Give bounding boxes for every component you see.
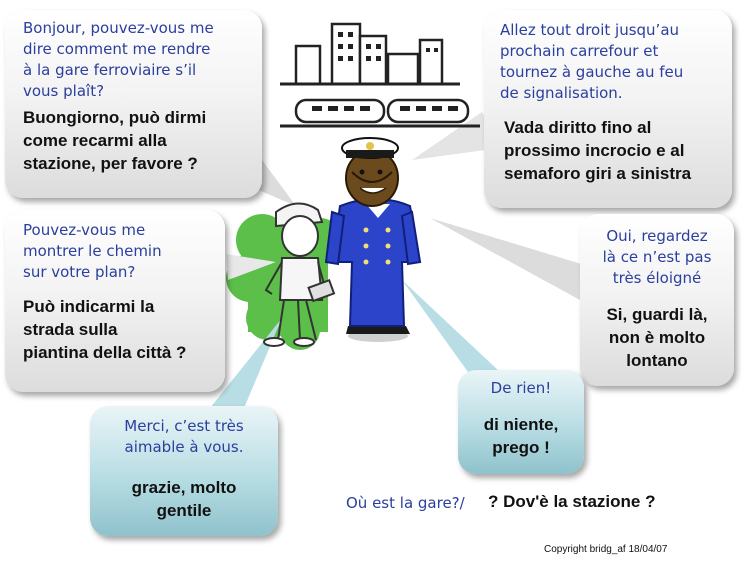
officer-figure xyxy=(326,138,420,342)
bubble-italian-text: Buongiorno, può dirmi come recarmi alla stazione, per favore ? xyxy=(23,108,207,173)
bubble-french-text: De rien! xyxy=(490,379,552,397)
bubble-french-text: Bonjour, pouvez-vous me dire comment me rendre à la gare ferroviaire s’il vous plaît? xyxy=(23,19,214,100)
bubble-italian-text: Si, guardi là, non è molto lontano xyxy=(606,305,708,370)
copyright-text: Copyright bridg_af 18/04/07 xyxy=(544,544,668,555)
speech-bubble-mid-right xyxy=(580,214,734,386)
footer-question-french: Où est la gare?/ xyxy=(346,494,465,512)
footer-question-italian: ? Dov'è la stazione ? xyxy=(488,492,656,511)
bubble-italian-text: Vada diritto fino al prossimo incrocio e al semaforo giri a sinistra xyxy=(504,118,692,183)
speech-bubble-top-left xyxy=(5,10,262,198)
train xyxy=(280,100,480,126)
speech-bubble-mid-left xyxy=(5,210,225,392)
bubble-french-text: Oui, regardez là ce n’est pas très éloigné xyxy=(602,227,712,287)
speech-bubble-bottom-left xyxy=(90,406,278,536)
speech-bubble-bottom-mid xyxy=(458,370,584,474)
city-buildings xyxy=(280,24,460,84)
bubble-french-text: Allez tout droit jusqu’au prochain carrefour et tournez à gauche au feu de signalisation. xyxy=(500,21,684,102)
bubble-italian-text: di niente, prego ! xyxy=(483,415,559,457)
bubble-french-text: Merci, c’est très aimable à vous. xyxy=(124,417,244,456)
bubble-french-text: Pouvez-vous me montrer le chemin sur votre plan? xyxy=(23,221,162,281)
speech-bubble-top-right xyxy=(484,10,732,208)
bubble-italian-text: Può indicarmi la strada sulla piantina della città ? xyxy=(23,297,187,362)
bubble-italian-text: grazie, molto gentile xyxy=(131,478,237,520)
